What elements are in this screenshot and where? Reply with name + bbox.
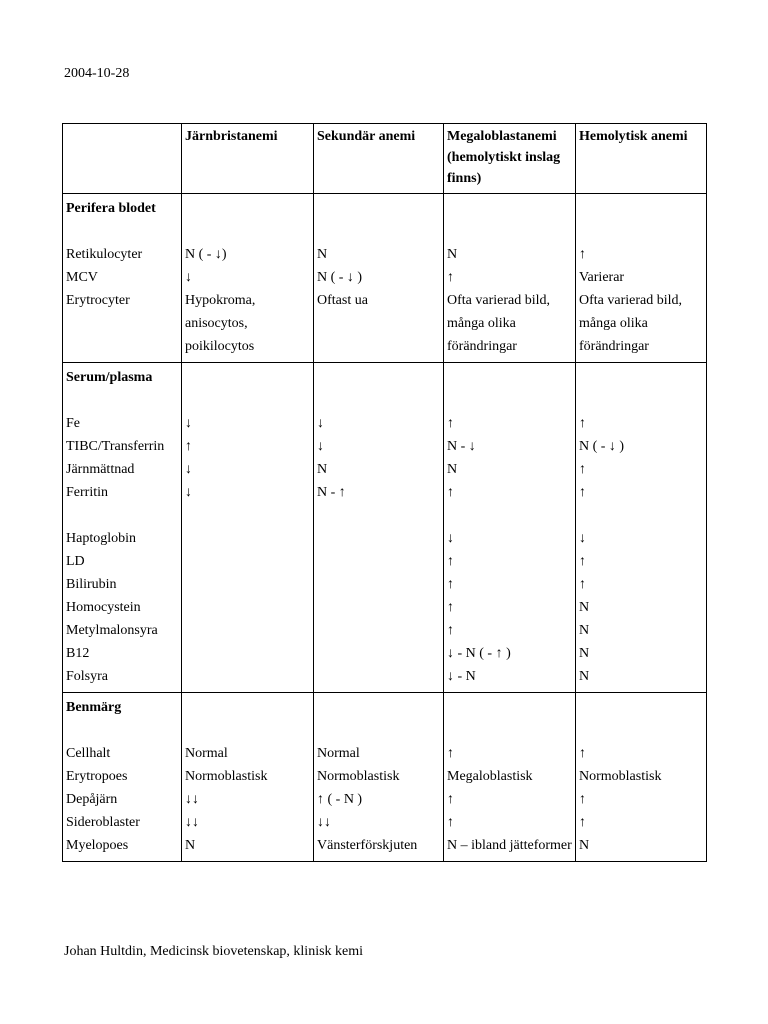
header-sekundar-anemi: Sekundär anemi: [314, 124, 444, 194]
value: ↓: [317, 416, 324, 431]
value: ↑: [579, 792, 586, 807]
value: ↑: [579, 577, 586, 592]
value: ↓: [185, 270, 192, 285]
value: ↑: [579, 247, 586, 262]
row-label: Erytropoes: [66, 769, 128, 784]
header-empty-cell: [63, 124, 182, 194]
value: Normoblastisk: [579, 769, 662, 784]
value-cell: [576, 693, 707, 862]
value: ↑: [447, 485, 454, 500]
value: N: [317, 247, 328, 262]
row-label: Cellhalt: [66, 746, 111, 761]
row-label: Fe: [66, 416, 80, 431]
value: ↓↓: [317, 815, 331, 830]
row-label: Sideroblaster: [66, 815, 140, 830]
row-label: B12: [66, 646, 90, 661]
value: ↓ - N ( - ↑ ): [447, 646, 511, 661]
value: ↑ ( - N ): [317, 792, 363, 807]
value-cell: [314, 363, 444, 693]
value: ↑: [579, 485, 586, 500]
value: ↑: [447, 416, 454, 431]
row-label: MCV: [66, 270, 98, 285]
value: ↓: [185, 485, 192, 500]
value: ↑: [447, 554, 454, 569]
value: N: [447, 247, 458, 262]
value: ↑: [447, 623, 454, 638]
row-label: Haptoglobin: [66, 531, 136, 546]
value: N: [579, 838, 590, 853]
value: Oftast ua: [317, 293, 368, 308]
value: ↓: [579, 531, 586, 546]
header-jarnbristanemi: Järnbristanemi: [182, 124, 314, 194]
value: Normal: [317, 746, 360, 761]
section-title: Benmärg: [66, 700, 122, 715]
section-serum-plasma: [63, 363, 707, 693]
value: ↓ - N: [447, 669, 476, 684]
value: N - ↑: [317, 485, 346, 500]
value: N: [447, 462, 458, 477]
value: Ofta varierad bild, många olika förändringar: [447, 293, 551, 354]
value: ↑: [447, 577, 454, 592]
row-label: LD: [66, 554, 85, 569]
header-hemolytisk-anemi: Hemolytisk anemi: [576, 124, 707, 194]
row-label: Järnmättnad: [66, 462, 135, 477]
row-label: Ferritin: [66, 485, 108, 500]
anemia-comparison-table: [62, 123, 707, 862]
row-label: Homocystein: [66, 600, 141, 615]
value: ↑: [579, 554, 586, 569]
value: Normoblastisk: [317, 769, 400, 784]
row-label: Metylmalonsyra: [66, 623, 158, 638]
header-megaloblastanemi: Megaloblastanemi (hemolytiskt inslag finns): [444, 124, 576, 194]
row-label: Depåjärn: [66, 792, 118, 807]
value: N ( - ↓ ): [317, 270, 363, 285]
section-labels-cell: [63, 194, 182, 363]
table-header-row: [63, 124, 707, 194]
value: Normal: [185, 746, 228, 761]
value: N ( - ↓ ): [579, 439, 625, 454]
value: ↓: [317, 439, 324, 454]
value: N: [317, 462, 328, 477]
value: ↑: [447, 600, 454, 615]
row-label: Bilirubin: [66, 577, 117, 592]
value-cell: [444, 363, 576, 693]
value: N: [579, 669, 590, 684]
value: N: [185, 838, 196, 853]
section-title: Serum/plasma: [66, 370, 153, 385]
value-cell: [576, 363, 707, 693]
row-label: Retikulocyter: [66, 247, 143, 262]
value: Vänsterförskjuten: [317, 838, 418, 853]
value: Varierar: [579, 270, 625, 285]
section-benmarg: [63, 693, 707, 862]
row-label: TIBC/Transferrin: [66, 439, 165, 454]
value: Hypokroma, anisocytos, poikilocytos: [185, 293, 256, 354]
value-cell: [182, 363, 314, 693]
row-label: Myelopoes: [66, 838, 129, 853]
section-title: Perifera blodet: [66, 201, 156, 216]
value: ↑: [447, 746, 454, 761]
section-labels-cell: [63, 693, 182, 862]
value: Ofta varierad bild, många olika förändringar: [579, 293, 683, 354]
value: N: [579, 600, 590, 615]
row-label: Folsyra: [66, 669, 108, 684]
value: ↑: [579, 746, 586, 761]
row-label: Erytrocyter: [66, 293, 130, 308]
value: ↓↓: [185, 792, 199, 807]
document-date: 2004-10-28: [64, 66, 130, 81]
value: ↓: [185, 462, 192, 477]
value: ↓: [185, 416, 192, 431]
document-footer: Johan Hultdin, Medicinsk biovetenskap, klinisk kemi: [64, 944, 364, 959]
value-cell: [576, 194, 707, 363]
value: N: [579, 646, 590, 661]
value: ↑: [447, 792, 454, 807]
value-cell: [314, 693, 444, 862]
value: Normoblastisk: [185, 769, 268, 784]
value-cell: [182, 693, 314, 862]
value-cell: [182, 194, 314, 363]
value: ↑: [579, 815, 586, 830]
value-cell: [444, 693, 576, 862]
section-labels-cell: [63, 363, 182, 693]
value: ↓↓: [185, 815, 199, 830]
value-cell: [444, 194, 576, 363]
value: N: [579, 623, 590, 638]
value: ↑: [447, 270, 454, 285]
value: N ( - ↓): [185, 247, 227, 262]
value: ↑: [579, 416, 586, 431]
value: Megaloblastisk: [447, 769, 533, 784]
value: ↑: [579, 462, 586, 477]
value: N - ↓: [447, 439, 476, 454]
value-cell: [314, 194, 444, 363]
value: N – ibland jätteformer: [447, 838, 572, 853]
value: ↓: [447, 531, 454, 546]
value: ↑: [185, 439, 192, 454]
value: ↑: [447, 815, 454, 830]
section-perifera-blodet: [63, 194, 707, 363]
